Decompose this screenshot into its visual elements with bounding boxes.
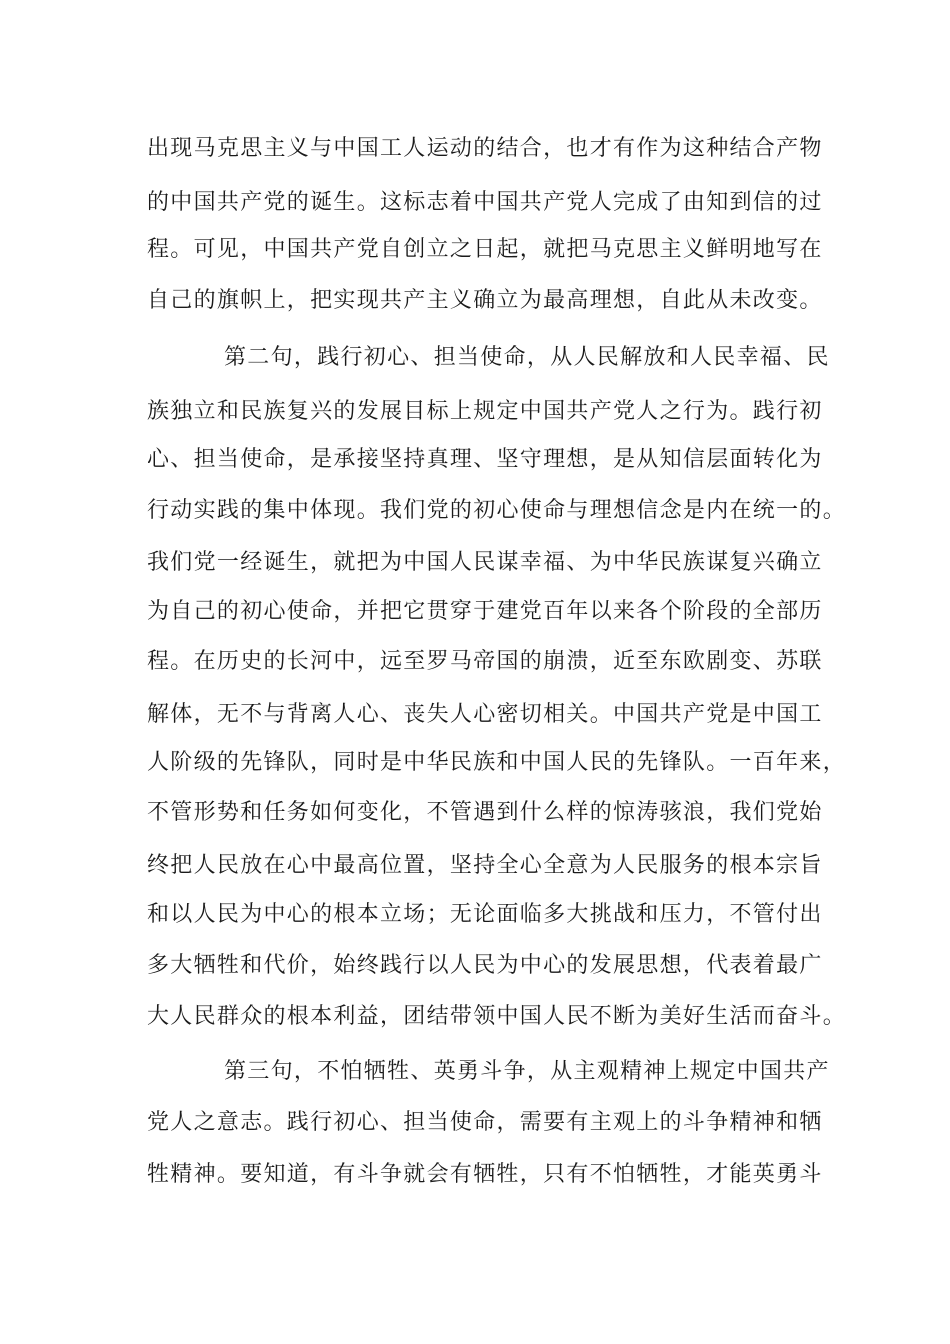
text-line: 终把人民放在心中最高位置，坚持全心全意为人民服务的根本宗旨 — [147, 853, 823, 878]
text-line: 自己的旗帜上，把实现共产主义确立为最高理想，自此从未改变。 — [147, 288, 823, 313]
text-line: 族独立和民族复兴的发展目标上规定中国共产党人之行为。践行初 — [147, 399, 823, 424]
text-line: 牲精神。要知道，有斗争就会有牺牲，只有不怕牺牲，才能英勇斗 — [147, 1162, 823, 1187]
text-line: 第二句，践行初心、担当使命，从人民解放和人民幸福、民 — [224, 345, 830, 370]
text-line: 多大牺牲和代价，始终践行以人民为中心的发展思想，代表着最广 — [147, 953, 823, 978]
text-line: 出现马克思主义与中国工人运动的结合，也才有作为这种结合产物 — [147, 136, 823, 161]
text-line: 为自己的初心使命，并把它贯穿于建党百年以来各个阶段的全部历 — [147, 599, 823, 624]
text-line: 行动实践的集中体现。我们党的初心使命与理想信念是内在统一的。 — [147, 498, 847, 523]
text-line: 和以人民为中心的根本立场；无论面临多大挑战和压力，不管付出 — [147, 902, 823, 927]
text-line: 不管形势和任务如何变化，不管遇到什么样的惊涛骇浪，我们党始 — [147, 800, 823, 825]
text-line: 第三句，不怕牺牲、英勇斗争，从主观精神上规定中国共产 — [224, 1059, 830, 1084]
text-line: 程。可见，中国共产党自创立之日起，就把马克思主义鲜明地写在 — [147, 237, 823, 262]
text-line: 心、担当使命，是承接坚持真理、坚守理想，是从知信层面转化为 — [147, 447, 823, 472]
text-line: 大人民群众的根本利益，团结带领中国人民不断为美好生活而奋斗。 — [147, 1004, 847, 1029]
text-line: 解体，无不与背离人心、丧失人心密切相关。中国共产党是中国工 — [147, 702, 823, 727]
text-line: 我们党一经诞生，就把为中国人民谋幸福、为中华民族谋复兴确立 — [147, 550, 823, 575]
text-line: 人阶级的先锋队，同时是中华民族和中国人民的先锋队。一百年来， — [147, 750, 847, 775]
text-line: 党人之意志。践行初心、担当使命，需要有主观上的斗争精神和牺 — [147, 1110, 823, 1135]
text-line: 的中国共产党的诞生。这标志着中国共产党人完成了由知到信的过 — [147, 190, 823, 215]
text-line: 程。在历史的长河中，远至罗马帝国的崩溃，近至东欧剧变、苏联 — [147, 649, 823, 674]
